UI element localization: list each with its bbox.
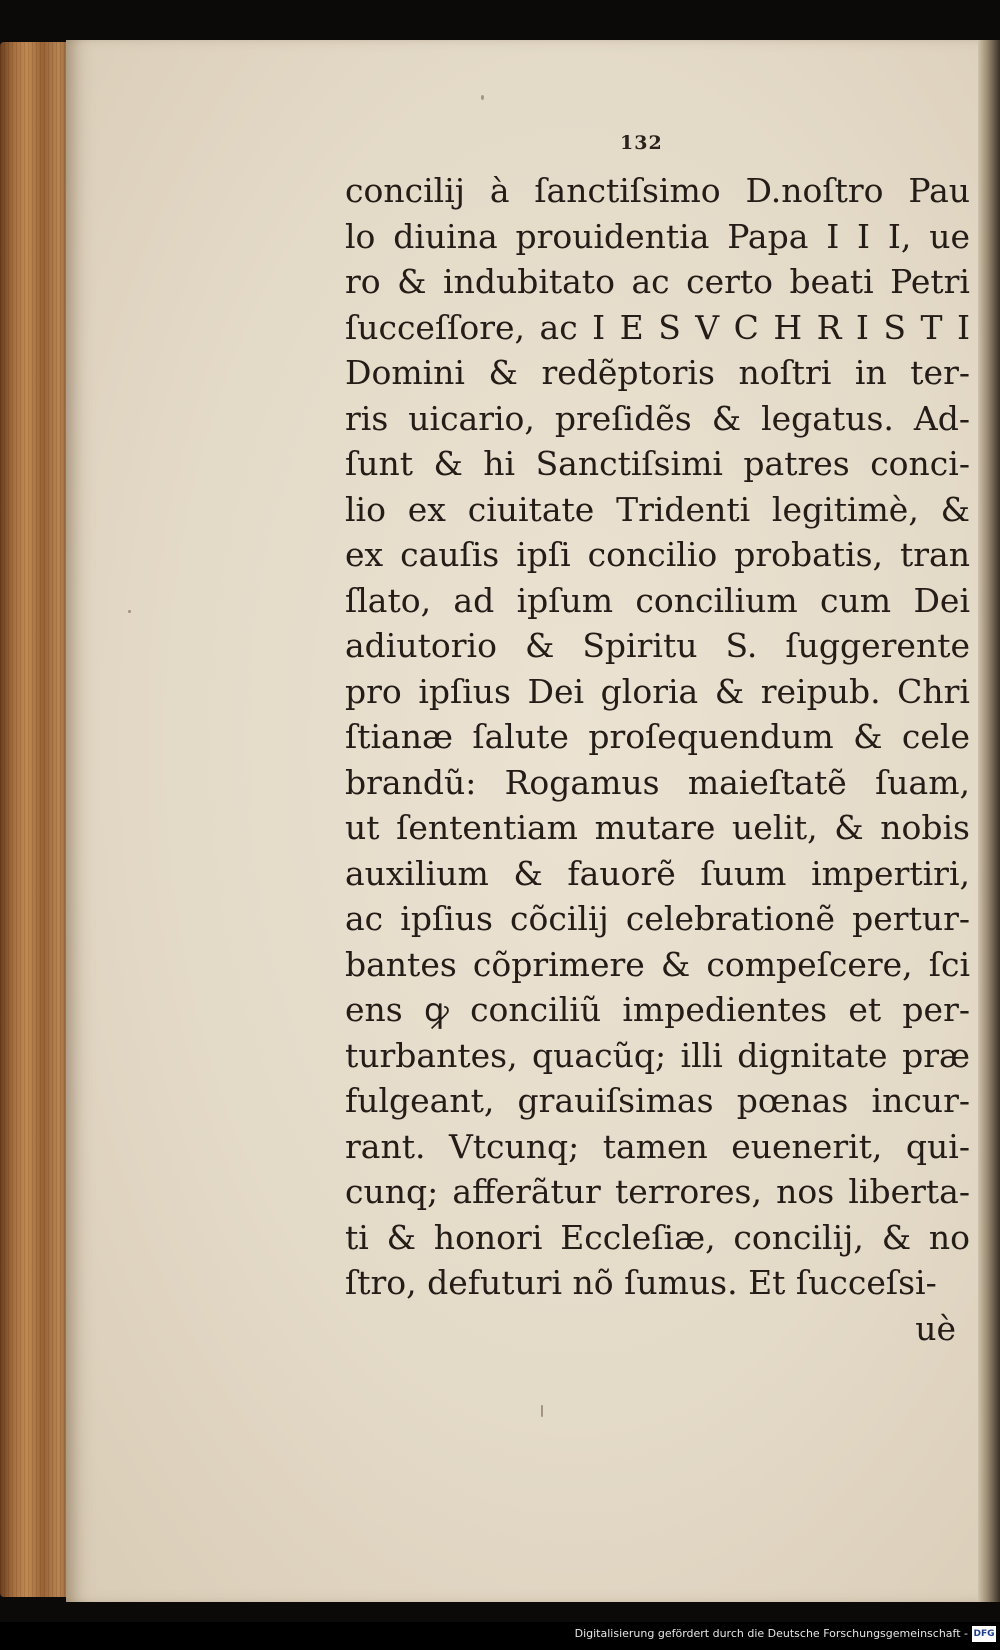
paper-speck (541, 1405, 543, 1417)
page-right-edge (978, 40, 1000, 1602)
paper-speck (481, 95, 484, 100)
text-line: lio ex ciuitate Tridenti legitimè, & (345, 489, 970, 529)
text-line: pro ipſius Dei gloria & reipub. Chri (345, 671, 970, 711)
text-line: brandũ: Rogamus maieſtatẽ ſuam, (345, 762, 970, 802)
catchword: uè (915, 1308, 956, 1348)
text-line: Domini & redẽptoris noſtri in ter- (345, 353, 970, 392)
text-line: ſtianæ ſalute proſequendum & cele (345, 717, 970, 756)
text-line: ex cauſis ipſi concilio probatis, tran (345, 535, 970, 574)
text-line: ſtro, defuturi nõ ſumus. Et ſucceſsi- (345, 1263, 937, 1302)
footer-bar (0, 1622, 1000, 1650)
text-line: concilij à ſanctiſsimo D.noſtro Pau (345, 171, 970, 210)
text-line: lo diuina prouidentia Papa I I I, ue (345, 216, 970, 256)
dfg-logo: DFG (972, 1626, 996, 1642)
text-line: ſlato, ad ipſum concilium cum Dei (345, 580, 970, 620)
text-line: ſunt & hi Sanctiſsimi patres conci- (345, 444, 970, 483)
text-line: ro & indubitato ac certo beati Petri (345, 262, 970, 301)
page-number: 132 (620, 132, 663, 154)
body-text (345, 168, 970, 1351)
text-line: auxilium & fauorẽ ſuum impertiri, (345, 853, 970, 893)
text-line: cunq; afferãtur terrores, nos liberta- (345, 1172, 970, 1211)
text-line: ris uicario, preſidẽs & legatus. Ad- (345, 398, 970, 438)
text-line: ac ipſius cõcilij celebrationẽ pertur- (345, 899, 970, 938)
text-line: ſucceſſore, ac I E S V C H R I S T I (345, 307, 970, 347)
paper-speck (128, 610, 131, 613)
text-line: adiutorio & Spiritu S. ſuggerente (345, 626, 970, 665)
text-line: rant. Vtcunq; tamen euenerit, qui- (345, 1126, 970, 1166)
text-line: bantes cõprimere & compeſcere, ſci (345, 944, 970, 984)
text-line: turbantes, quacũq; illi dignitate præ (345, 1035, 970, 1075)
funding-credit: Digitalisierung gefördert durch die Deutsche Forschungsgemeinschaft - (574, 1627, 968, 1640)
text-line: ens ꝙ conciliũ impedientes et per- (345, 990, 970, 1029)
text-line: ti & honori Eccleſiæ, concilij, & no (345, 1217, 970, 1257)
text-line: fulgeant, grauiſsimas pœnas incur- (345, 1081, 970, 1120)
text-line: ut ſententiam mutare uelit, & nobis (345, 808, 970, 847)
